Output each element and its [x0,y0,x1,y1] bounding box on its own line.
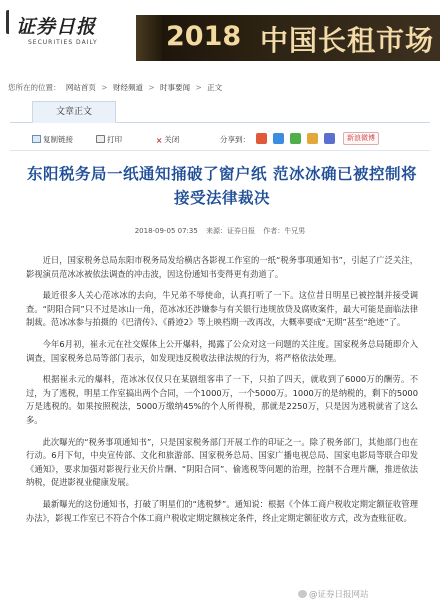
tab-row [10,101,430,123]
share-tencent-icon[interactable] [273,133,284,144]
share-weibo-button[interactable] [343,132,379,145]
logo-chinese-name: 证券日报 [16,16,97,38]
close-icon: × [156,136,163,145]
article-title: 东阳税务局一纸通知捅破了窗户纸 范冰冰确已被控制将接受法律裁决 [27,164,417,207]
breadcrumb-home[interactable]: 网站首页 [65,83,96,92]
article-source: 来源：证券日报 [206,227,256,235]
print-button[interactable] [96,134,122,145]
logo-english-name: SECURITIES DAILY [28,39,98,46]
breadcrumb-finance[interactable]: 财经频道 [112,83,143,92]
toolbar-divider [10,150,430,151]
tab-article-body[interactable]: 文章正文 [32,101,116,123]
watermark-text: @证券日报网站 [309,590,369,600]
breadcrumb-label: 您所在的位置： [8,83,61,92]
print-icon [96,135,105,143]
weibo-label: 新浪微博 [347,134,375,142]
breadcrumb-separator: > [148,83,155,92]
share-more-icon[interactable] [324,133,335,144]
breadcrumb-news[interactable]: 时事要闻 [160,83,191,92]
breadcrumb [8,82,222,93]
share-renren-icon[interactable] [307,133,318,144]
article-paragraph: 今年6月初，崔永元在社交媒体上公开爆料，揭露了公众对这一问题的关注度。国家税务总局随即介入调查，国家税务总局等部门表示，如发现违反税收法律法规的行为，将严格依法处理。 [26,338,418,363]
article-paragraph: 根据崔永元的爆料，范冰冰仅仅只在某剧组客串了一下，只拍了四天，就收到了6000万的酬劳。不过，为了逃税，明星工作室搞出两个合同，一个1000万，一个5000万。1000万的是纳税的，剩下的5000万是逃税的。如果按照税法，5000万缴纳45%的个人所得税，那就是2250万，只是因为逃税就省了这么多。 [26,374,418,425]
site-header [0,0,440,76]
weibo-watermark [298,588,369,600]
article-meta [0,226,440,236]
banner-year: 2018 [166,21,242,52]
banner-stripe [136,15,162,61]
share-qzone-icon[interactable] [256,133,267,144]
share-wechat-icon[interactable] [290,133,301,144]
breadcrumb-separator: > [101,83,108,92]
article-author: 作者：牛兄男 [263,227,306,235]
breadcrumb-separator: > [195,83,202,92]
copy-link-icon [32,135,41,143]
article-paragraph: 最新曝光的这份通知书，打破了明星们的“逃税梦”。通知说：根据《个体工商户税收定期定额征收管理办法》，影视工作室已不符合个体工商户税收定期定额核定条件，终止定期定额征收方式，改为查账征收。 [26,498,418,523]
site-logo[interactable] [6,6,126,54]
article-paragraph: 最近很多人关心范冰冰的去向，牛兄弟不辱使命，认真打听了一下。这位昔日明星已被控制并接受调查。“阴阳合同”只不过是冰山一角，范冰冰还涉嫌参与有关银行违规放贷及腐败案件，最大可能是面临法律制裁。范冰冰参与拍摄的《巴清传》、《爵迹2》等上映档期一改再改，大概率要成“无期”甚至“绝迹”了。 [26,290,418,328]
article-paragraph: 此次曝光的“税务事项通知书”，只是国家税务部门开展工作的印证之一。除了税务部门，其他部门也在行动。6月下旬，中央宣传部、文化和旅游部、国家税务总局、国家广播电视总局、国家电影局等联合印发《通知》，要求加强对影视行业天价片酬、“阴阳合同”、偷逃税等问题的治理，控制不合理片酬，推进依法纳税，促进影视业健康发展。 [26,436,418,488]
logo-mark-icon [6,10,16,34]
banner-text: 中国长租市场 [260,24,435,57]
breadcrumb-current: 正文 [207,83,223,92]
article-paragraph: 近日，国家税务总局东阳市税务局发给横店各影视工作室的一纸“税务事项通知书”，引起了广泛关注，影视演员范冰冰被依法调查的冲击波，因这份通知书变得更有劲道了。 [26,255,418,279]
article-toolbar [10,130,430,148]
close-button[interactable] [156,134,179,145]
copy-link-button[interactable] [32,134,73,145]
print-label: 打印 [107,135,122,144]
ad-banner[interactable] [136,15,440,61]
article-body [26,254,418,533]
article-date: 2018-09-05 07:35 [134,227,198,235]
share-label: 分享到： [220,135,250,144]
copy-link-label: 复制链接 [43,135,73,144]
close-label: 关闭 [164,135,180,144]
weibo-icon [298,590,307,598]
